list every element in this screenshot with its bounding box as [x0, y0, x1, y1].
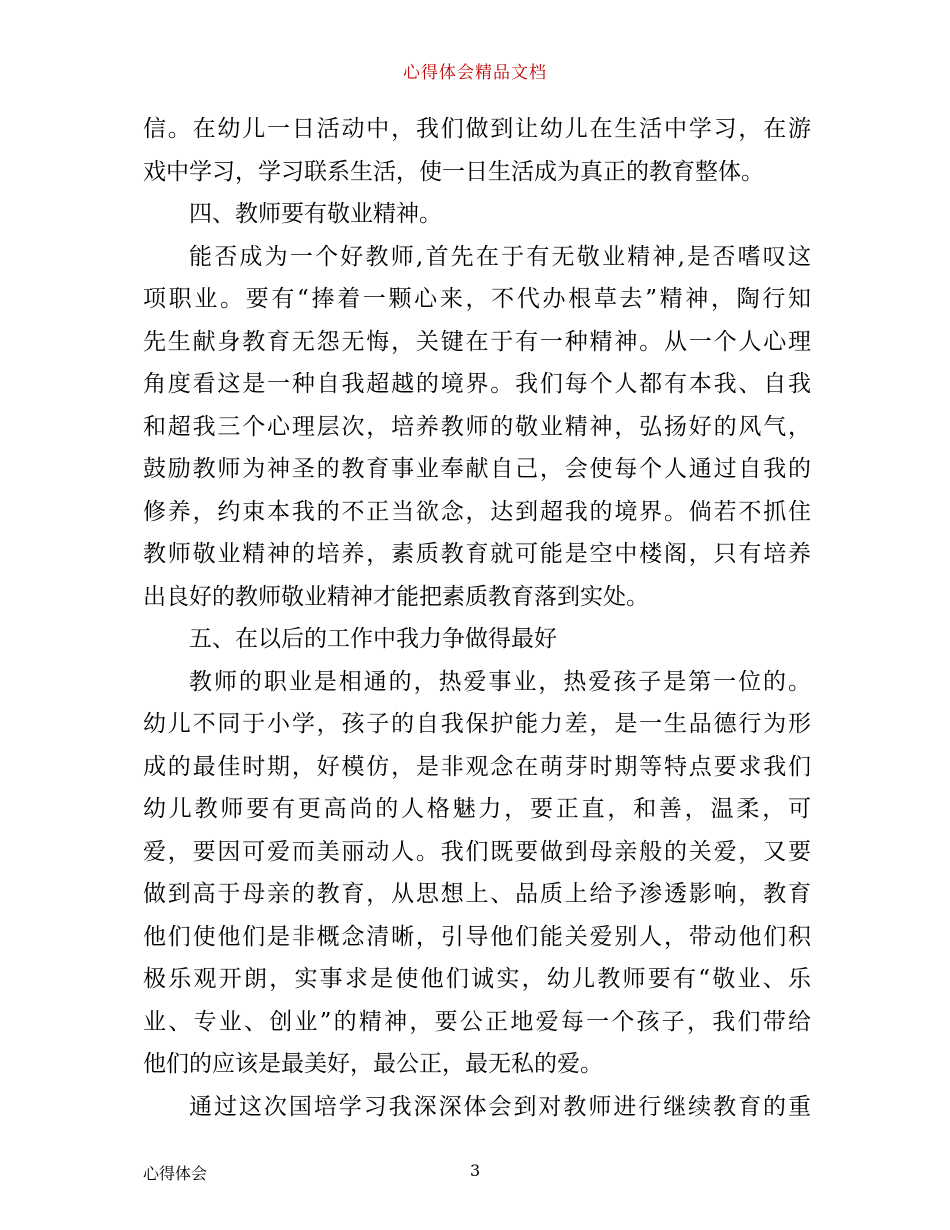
text-line: 戏中学习，学习联系生活，使一日生活成为真正的教育整体。 [143, 158, 764, 185]
footer-label: 心得体会 [143, 1164, 208, 1183]
text-line: 修养，约束本我的不正当欲念，达到超我的境界。倘若不抓住 [143, 498, 811, 525]
text-line: 极乐观开朗，实事求是使他们诚实，幼儿教师要有“敬业、乐 [143, 966, 811, 992]
document-body [143, 108, 811, 1128]
page-header-title: 心得体会精品文档 [403, 63, 547, 83]
text-line: 他们的应该是最美好，最公正，最无私的爱。 [143, 1051, 603, 1077]
text-line: 项职业。要有“捧着一颗心来，不代办根草去”精神，陶行知 [143, 286, 811, 312]
text-line: 成的最佳时期，好模仿，是非观念在萌芽时期等特点要求我们 [143, 753, 811, 780]
text-line: 四、教师要有敬业精神。 [189, 201, 442, 227]
text-line: 做到高于母亲的教育，从思想上、品质上给予渗透影响，教育 [143, 881, 811, 907]
text-line: 信。在幼儿一日活动中，我们做到让幼儿在生活中学习，在游 [143, 116, 811, 142]
text-line: 五、在以后的工作中我力争做得最好 [189, 626, 557, 652]
text-line: 幼儿不同于小学，孩子的自我保护能力差，是一生品德行为形 [143, 711, 811, 737]
page-number: 3 [470, 1161, 481, 1180]
text-line: 教师的职业是相通的，热爱事业，热爱孩子是第一位的。 [189, 668, 811, 695]
text-line: 鼓励教师为神圣的教育事业奉献自己，会使每个人通过自我的 [143, 456, 811, 482]
text-line: 爱，要因可爱而美丽动人。我们既要做到母亲般的关爱，又要 [143, 838, 811, 865]
text-line: 角度看这是一种自我超越的境界。我们每个人都有本我、自我 [143, 371, 811, 397]
text-line: 先生献身教育无怨无悔，关键在于有一种精神。从一个人心理 [143, 328, 811, 355]
text-line: 他们使他们是非概念清晰，引导他们能关爱别人，带动他们积 [143, 923, 811, 950]
text-line: 通过这次国培学习我深深体会到对教师进行继续教育的重 [189, 1093, 811, 1120]
text-line: 幼儿教师要有更高尚的人格魅力，要正直，和善，温柔，可 [143, 796, 811, 822]
text-line: 教师敬业精神的培养，素质教育就可能是空中楼阁，只有培养 [143, 541, 811, 567]
text-line: 出良好的教师敬业精神才能把素质教育落到实处。 [143, 583, 649, 610]
text-line: 和超我三个心理层次，培养教师的敬业精神，弘扬好的风气， [143, 413, 811, 440]
text-line: 能否成为一个好教师,首先在于有无敬业精神,是否嗜叹这 [189, 243, 811, 270]
text-line: 业、专业、创业”的精神，要公正地爱每一个孩子，我们带给 [143, 1008, 811, 1035]
